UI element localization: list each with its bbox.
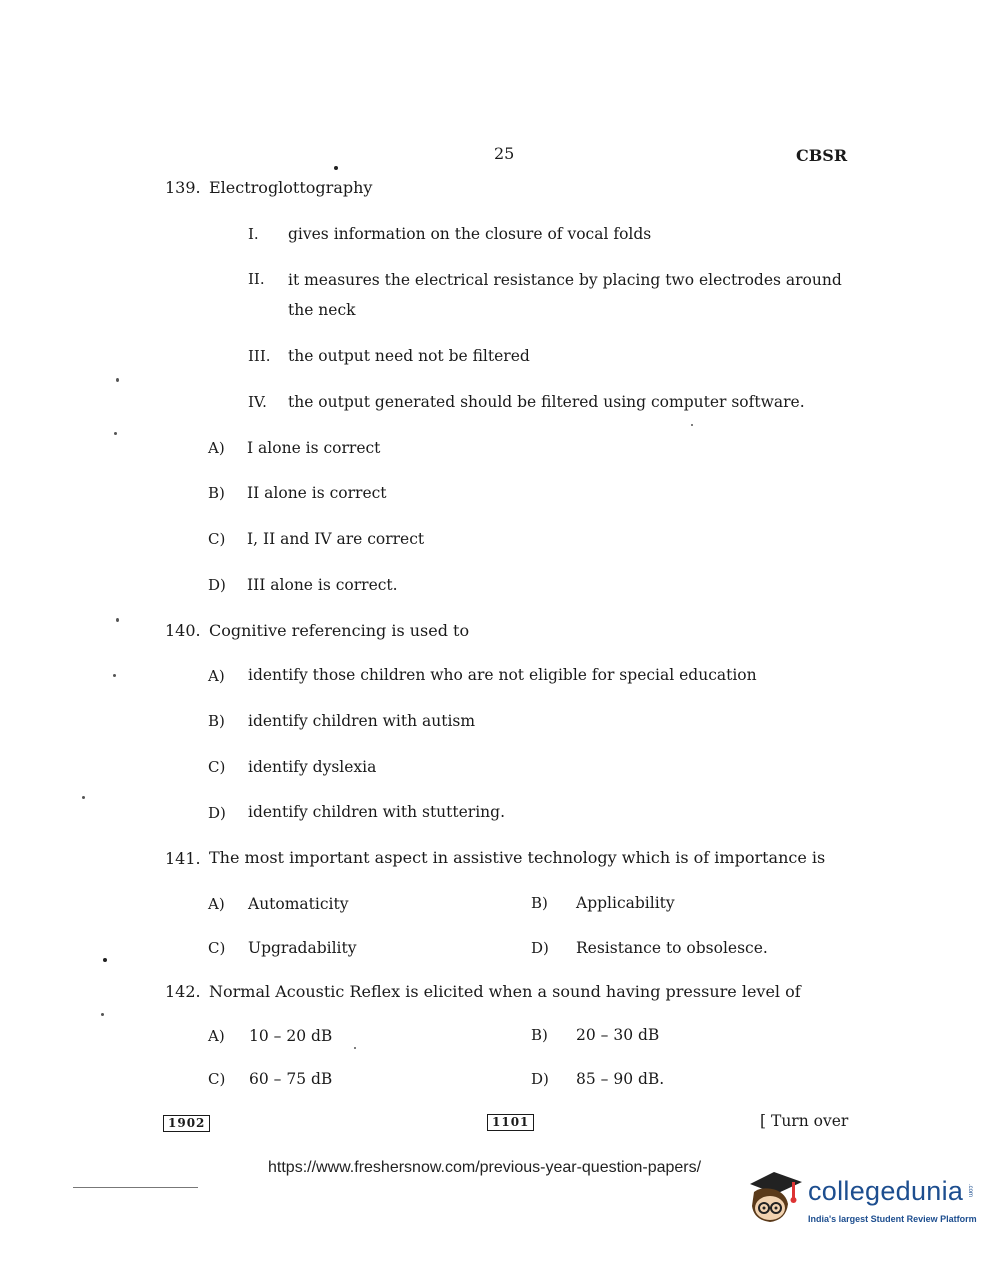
scan-speck: [103, 958, 107, 962]
q141-option-a-text: Automaticity: [248, 895, 349, 913]
question-140-number: 140.: [165, 621, 201, 640]
q139-option-b-label: B): [208, 484, 225, 502]
q141-option-c-label: C): [208, 939, 226, 957]
scan-line-divider: [73, 1187, 198, 1188]
q139-option-a-text: I alone is correct: [247, 439, 381, 457]
q142-option-b-label: B): [531, 1026, 548, 1044]
footer-center-code: 1101: [487, 1114, 534, 1131]
q141-option-b-label: B): [531, 894, 548, 912]
q141-option-a-label: A): [208, 895, 225, 913]
scan-speck: [101, 1013, 104, 1016]
q142-option-a-label: A): [208, 1027, 225, 1045]
scan-speck: [114, 432, 117, 435]
brand-name: collegedunia: [808, 1176, 964, 1206]
question-141-text: The most important aspect in assistive technology which is of importance is: [209, 848, 826, 867]
page-number: 25: [494, 144, 515, 163]
q140-option-c-label: C): [208, 758, 226, 776]
statement-2-text: it measures the electrical resistance by placing two electrodes around: [288, 271, 842, 289]
q140-option-d-label: D): [208, 804, 226, 822]
q140-option-a-text: identify those children who are not eligible for special education: [248, 666, 757, 684]
statement-4-text: the output generated should be filtered using computer software.: [288, 393, 805, 411]
scan-speck: [116, 618, 119, 622]
statement-4-label: IV.: [248, 393, 267, 411]
q141-option-d-label: D): [531, 939, 549, 957]
scan-speck: [354, 1047, 356, 1049]
brand-suffix: .com: [967, 1184, 973, 1198]
question-140-text: Cognitive referencing is used to: [209, 621, 470, 640]
turn-over-label: [ Turn over: [760, 1112, 849, 1130]
question-141-number: 141.: [165, 849, 201, 868]
brand-logo[interactable]: [742, 1160, 982, 1232]
scan-speck: [691, 424, 693, 426]
source-url-link[interactable]: https://www.freshersnow.com/previous-year-question-papers/: [268, 1159, 702, 1176]
q142-option-d-text: 85 – 90 dB.: [576, 1070, 665, 1088]
scan-speck: [116, 378, 119, 382]
q142-option-b-text: 20 – 30 dB: [576, 1026, 660, 1044]
q142-option-c-text: 60 – 75 dB: [249, 1070, 333, 1088]
question-142-number: 142.: [165, 982, 201, 1001]
q140-option-c-text: identify dyslexia: [248, 758, 377, 776]
question-142-text: Normal Acoustic Reflex is elicited when a sound having pressure level of: [209, 982, 801, 1001]
scan-speck: [82, 796, 85, 799]
q140-option-a-label: A): [208, 667, 225, 685]
question-139-text: Electroglottography: [209, 178, 373, 197]
paper-code: CBSR: [796, 146, 848, 165]
q142-option-d-label: D): [531, 1070, 549, 1088]
q141-option-b-text: Applicability: [576, 894, 675, 912]
statement-1-label: I.: [248, 225, 259, 243]
statement-2-text-continued: the neck: [288, 301, 356, 319]
q139-option-d-label: D): [208, 576, 226, 594]
q139-option-a-label: A): [208, 439, 225, 457]
q140-option-d-text: identify children with stuttering.: [248, 803, 505, 821]
scan-speck: [334, 166, 338, 170]
q141-option-d-text: Resistance to obsolesce.: [576, 939, 768, 957]
q139-option-c-label: C): [208, 530, 226, 548]
q140-option-b-label: B): [208, 712, 225, 730]
statement-1-text: gives information on the closure of vocal folds: [288, 225, 652, 243]
statement-3-text: the output need not be filtered: [288, 347, 530, 365]
q139-option-c-text: I, II and IV are correct: [247, 530, 425, 548]
q142-option-a-text: 10 – 20 dB: [249, 1027, 333, 1045]
brand-tagline: India's largest Student Review Platform: [808, 1214, 977, 1224]
q139-option-d-text: III alone is correct.: [247, 576, 398, 594]
statement-3-label: III.: [248, 347, 271, 365]
q142-option-c-label: C): [208, 1070, 226, 1088]
footer-left-code: 1902: [163, 1115, 210, 1132]
q140-option-b-text: identify children with autism: [248, 712, 476, 730]
statement-2-label: II.: [248, 270, 265, 288]
question-139-number: 139.: [165, 178, 201, 197]
mascot-graduate-icon: [742, 1164, 806, 1228]
q139-option-b-text: II alone is correct: [247, 484, 387, 502]
scan-speck: [113, 674, 116, 677]
q141-option-c-text: Upgradability: [248, 939, 357, 957]
